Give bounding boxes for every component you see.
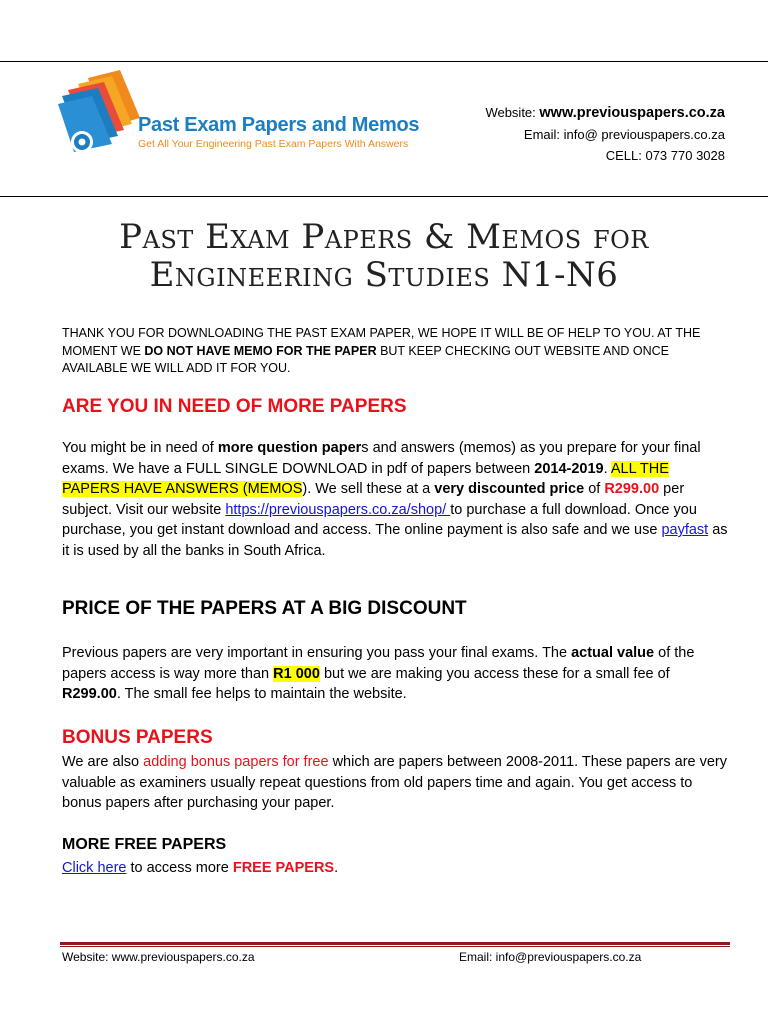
payfast-link[interactable]: payfast <box>661 522 709 538</box>
intro-text: THANK YOU FOR DOWNLOADING THE PAST EXAM PAPER, WE HOPE IT WILL BE OF HELP TO YOU. AT THE MOMENT WE <box>62 326 701 358</box>
price-paragraph <box>62 643 730 705</box>
red-text: adding bonus papers for free <box>143 754 329 770</box>
cell-contact: CELL: 073 770 3028 <box>605 148 725 163</box>
text: . The small fee helps to maintain the website. <box>116 686 407 702</box>
logo-icon <box>58 70 140 155</box>
bold-text: R299.00 <box>62 686 117 702</box>
highlight-text: ALL THE PAPERS HAVE ANSWERS (MEMOS <box>62 460 669 497</box>
bold-text: very discounted price <box>434 481 585 497</box>
text: Previous papers are very important in ensuring you pass your final exams. The <box>62 645 572 661</box>
section-heading-free: MORE FREE PAPERS <box>62 836 227 853</box>
bold-text: 2014-2019 <box>534 460 604 477</box>
text: . <box>334 860 339 876</box>
contact-block <box>485 102 725 166</box>
section-heading-more-papers: ARE YOU IN NEED OF MORE PAPERS <box>62 396 407 417</box>
footer-email[interactable]: Email: info@previouspapers.co.za <box>459 950 642 964</box>
highlight-price: R1 000 <box>273 665 320 682</box>
title-line-1: Past Exam Papers & Memos for <box>119 217 649 257</box>
intro-bold: DO NOT HAVE MEMO FOR THE PAPER <box>144 343 377 358</box>
text: We are also <box>62 754 144 770</box>
text: to access more <box>126 860 233 876</box>
click-here-link[interactable]: Click here <box>62 860 127 876</box>
intro-paragraph <box>62 325 730 378</box>
header-bottom-rule <box>0 196 768 197</box>
bold-text: actual value <box>571 645 655 661</box>
email-contact[interactable]: Email: info@ previouspapers.co.za <box>523 127 725 142</box>
text: of the papers access is way more than <box>62 645 695 682</box>
footer-rule-thin <box>60 946 730 947</box>
title-line-2: Engineering Studies N1-N6 <box>149 255 619 295</box>
text: of <box>584 481 605 497</box>
brand-name: Past Exam Papers and Memos <box>138 114 420 136</box>
text: but we are making you access these for a small fee of <box>319 665 670 682</box>
intro-text-end: BUT KEEP CHECKING OUT WEBSITE AND ONCE AVAILABLE WE WILL ADD IT FOR YOU. <box>62 343 670 375</box>
footer-rule <box>60 942 730 945</box>
free-papers-paragraph <box>62 858 730 879</box>
website-value[interactable]: www.previouspapers.co.za <box>539 105 725 121</box>
section-heading-price: PRICE OF THE PAPERS AT A BIG DISCOUNT <box>62 598 467 619</box>
more-papers-paragraph <box>62 438 730 561</box>
bold-text: more question paper <box>217 440 362 456</box>
text: s and answers (memos) as you prepare for your final exams. We have a FULL SINGLE DOWNLOAD in pdf of papers between <box>62 440 701 477</box>
website-label: Website: <box>485 105 540 120</box>
text: . <box>603 460 611 477</box>
header-top-rule <box>0 61 768 62</box>
text: which are papers between 2008-2011. These papers are very valuable as examiners usually repeat questions from old papers time and again. You get access to bonus papers after purchasing your paper. <box>62 754 728 811</box>
text: ). We sell these at a <box>302 481 435 497</box>
red-bold-text: FREE PAPERS <box>232 860 335 876</box>
shop-link[interactable]: https://previouspapers.co.za/shop/ <box>225 501 451 518</box>
text: You might be in need of <box>62 440 218 456</box>
section-heading-bonus: BONUS PAPERS <box>62 727 213 748</box>
page-title <box>0 218 768 294</box>
text: as it is used by all the banks in South Africa. <box>62 522 728 559</box>
footer-website[interactable]: Website: www.previouspapers.co.za <box>62 950 255 964</box>
brand-tagline: Get All Your Engineering Past Exam Papers With Answers <box>138 138 409 150</box>
bonus-paragraph <box>62 752 730 814</box>
text: to purchase a full download. Once you purchase, you get instant download and access. The online payment is also safe and we use <box>62 501 697 538</box>
text: per subject. Visit our website <box>62 481 685 518</box>
price-text: R299.00 <box>604 481 660 497</box>
